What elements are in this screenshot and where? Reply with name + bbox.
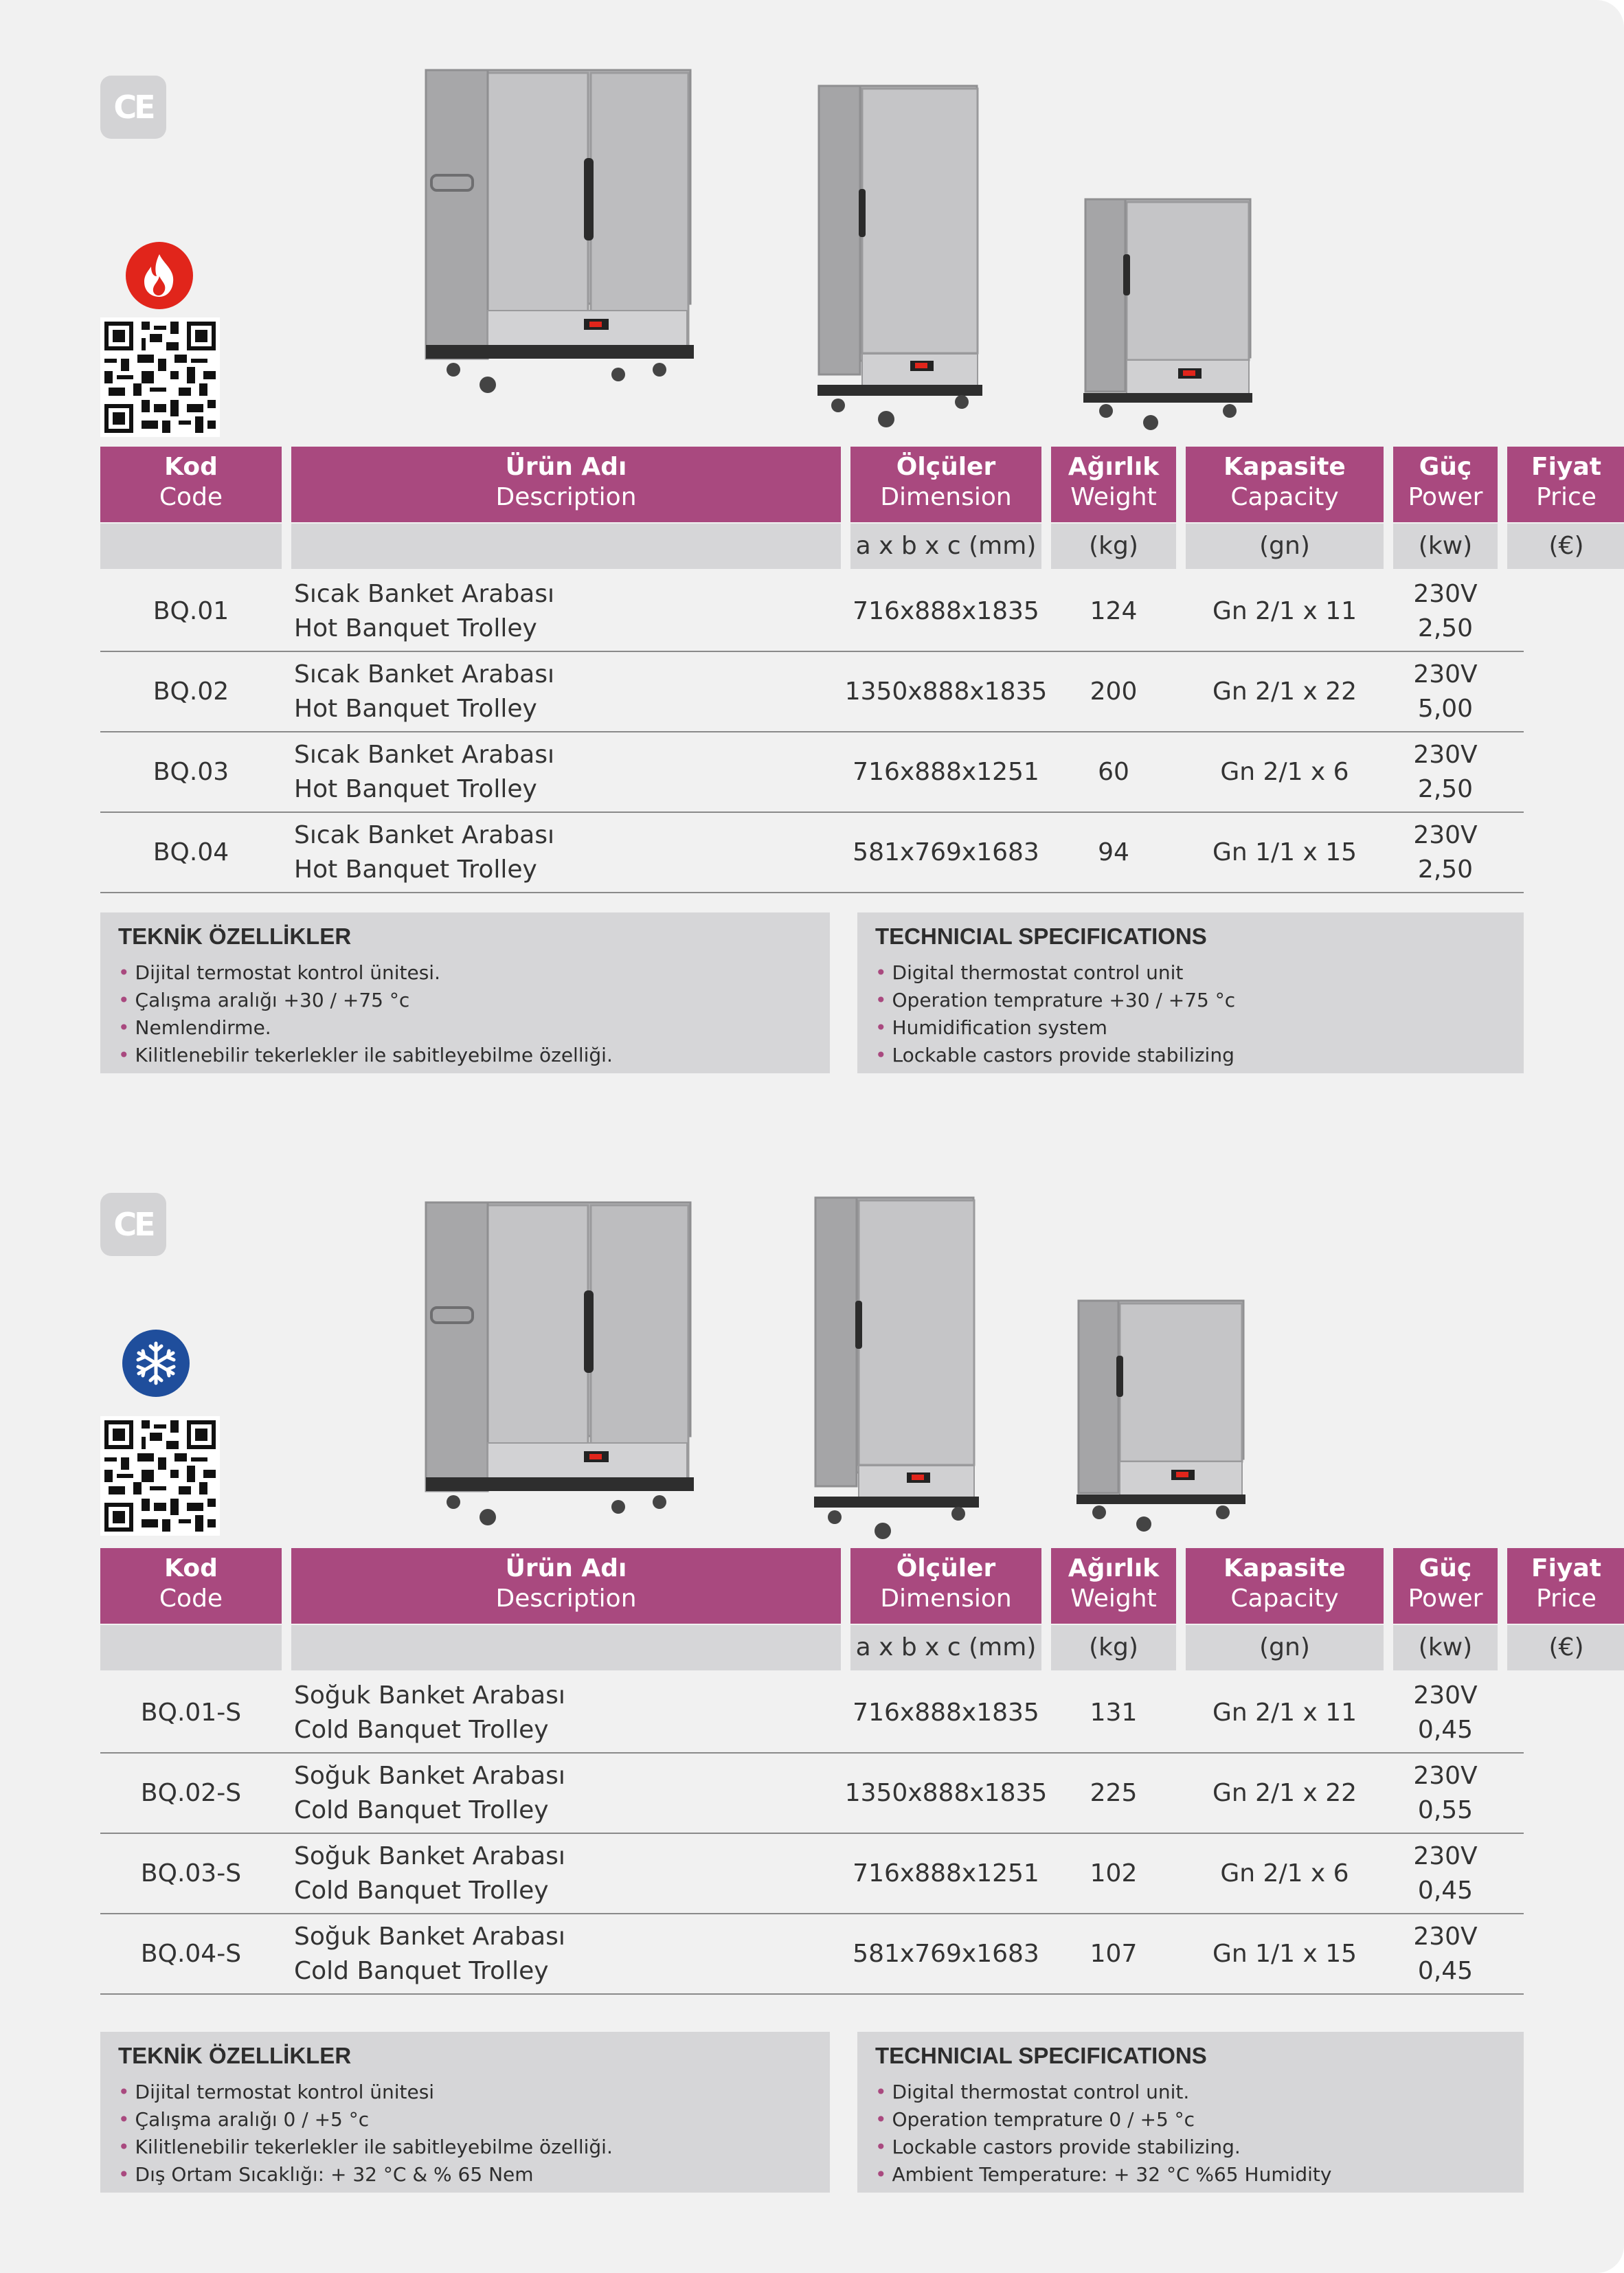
spec-item: • Ambient Temperature: + 32 °C %65 Humidity bbox=[875, 2163, 1332, 2186]
row-description: Sıcak Banket Arabası Hot Banquet Trolley bbox=[294, 740, 555, 803]
spec-item: • Çalışma aralığı +30 / +75 °c bbox=[118, 989, 410, 1011]
header-weight: Ağırlık Weight bbox=[1051, 447, 1176, 522]
row-weight: 200 bbox=[1090, 677, 1138, 706]
row-dimension: 581x769x1683 bbox=[853, 1939, 1039, 1968]
unit-weight: (kg) bbox=[1051, 1625, 1176, 1670]
single-door-trolley-image bbox=[807, 1191, 993, 1548]
ce-mark-icon: CE bbox=[100, 1193, 166, 1256]
row-capacity: Gn 2/1 x 11 bbox=[1212, 1698, 1357, 1727]
double-door-trolley-image bbox=[412, 1194, 701, 1531]
row-description: Soğuk Banket Arabası Cold Banquet Trolley bbox=[294, 1922, 565, 1985]
spec-item: • Digital thermostat control unit bbox=[875, 961, 1184, 984]
spec-item: • Kilitlenebilir tekerlekler ile sabitleyebilme özelliği. bbox=[118, 1044, 613, 1066]
header-power: Güç Power bbox=[1393, 1548, 1498, 1624]
ce-mark-icon: CE bbox=[100, 76, 166, 139]
row-price bbox=[1507, 1673, 1624, 1752]
row-dimension: 716x888x1251 bbox=[853, 1859, 1039, 1888]
row-power: 230V 0,45 bbox=[1413, 1681, 1478, 1744]
row-power: 230V 2,50 bbox=[1413, 579, 1478, 642]
qr-code[interactable] bbox=[100, 1416, 220, 1536]
row-capacity: Gn 1/1 x 15 bbox=[1212, 1939, 1357, 1968]
header-capacity: Kapasite Capacity bbox=[1186, 1548, 1384, 1624]
row-price bbox=[1507, 813, 1624, 892]
row-description: Soğuk Banket Arabası Cold Banquet Trolley bbox=[294, 1841, 565, 1905]
qr-code[interactable] bbox=[100, 317, 220, 437]
row-power: 230V 2,50 bbox=[1413, 820, 1478, 884]
header-code: Kod Code bbox=[100, 1548, 282, 1624]
unit-price: (€) bbox=[1507, 524, 1624, 569]
row-code: BQ.04-S bbox=[140, 1939, 242, 1968]
row-weight: 107 bbox=[1090, 1939, 1138, 1968]
table-row bbox=[100, 1914, 1524, 1995]
header-dimension: Ölçüler Dimension bbox=[850, 447, 1041, 522]
unit-dimension: a x b x c (mm) bbox=[850, 524, 1041, 569]
row-dimension: 716x888x1251 bbox=[853, 757, 1039, 786]
row-code: BQ.03-S bbox=[140, 1859, 242, 1888]
tech-spec-tr bbox=[100, 912, 830, 1073]
row-description: Soğuk Banket Arabası Cold Banquet Trolley bbox=[294, 1761, 565, 1824]
row-price bbox=[1507, 1754, 1624, 1833]
row-capacity: Gn 2/1 x 6 bbox=[1220, 757, 1349, 786]
row-capacity: Gn 2/1 x 22 bbox=[1212, 1778, 1357, 1807]
spec-item: • Dijital termostat kontrol ünitesi bbox=[118, 2081, 435, 2103]
row-power: 230V 0,45 bbox=[1413, 1922, 1478, 1985]
row-power: 230V 0,45 bbox=[1413, 1841, 1478, 1905]
row-weight: 94 bbox=[1098, 838, 1129, 866]
spec-item: • Lockable castors provide stabilizing. bbox=[875, 2136, 1241, 2158]
header-price: Fiyat Price bbox=[1507, 447, 1624, 522]
unit-dimension: a x b x c (mm) bbox=[850, 1625, 1041, 1670]
table-row bbox=[100, 1834, 1524, 1914]
row-price bbox=[1507, 652, 1624, 731]
spec-title: TEKNİK ÖZELLİKLER bbox=[118, 923, 352, 949]
tech-spec-en bbox=[857, 2032, 1524, 2193]
spec-item: • Nemlendirme. bbox=[118, 1016, 271, 1039]
row-dimension: 1350x888x1835 bbox=[844, 1778, 1048, 1807]
row-weight: 225 bbox=[1090, 1778, 1138, 1807]
row-power: 230V 2,50 bbox=[1413, 740, 1478, 803]
row-weight: 60 bbox=[1098, 757, 1129, 786]
table-row bbox=[100, 572, 1524, 652]
row-dimension: 581x769x1683 bbox=[853, 838, 1039, 866]
spec-item: • Dış Ortam Sıcaklığı: + 32 °C & % 65 Nem bbox=[118, 2163, 534, 2186]
row-description: Sıcak Banket Arabası Hot Banquet Trolley bbox=[294, 820, 555, 884]
table-row bbox=[100, 732, 1524, 813]
row-weight: 131 bbox=[1090, 1698, 1138, 1727]
row-power: 230V 5,00 bbox=[1413, 660, 1478, 723]
row-capacity: Gn 2/1 x 11 bbox=[1212, 596, 1357, 625]
row-capacity: Gn 2/1 x 6 bbox=[1220, 1859, 1349, 1888]
unit-capacity: (gn) bbox=[1186, 524, 1384, 569]
unit-code bbox=[100, 1625, 282, 1670]
spec-title: TEKNİK ÖZELLİKLER bbox=[118, 2043, 352, 2068]
row-capacity: Gn 2/1 x 22 bbox=[1212, 677, 1357, 706]
header-price: Fiyat Price bbox=[1507, 1548, 1624, 1624]
header-power: Güç Power bbox=[1393, 447, 1498, 522]
header-code: Kod Code bbox=[100, 447, 282, 522]
row-description: Sıcak Banket Arabası Hot Banquet Trolley bbox=[294, 579, 555, 642]
row-weight: 124 bbox=[1090, 596, 1138, 625]
tech-spec-tr bbox=[100, 2032, 830, 2193]
snowflake-icon bbox=[122, 1330, 190, 1397]
table-row bbox=[100, 1673, 1524, 1754]
header-description: Ürün Adı Description bbox=[291, 1548, 841, 1624]
row-dimension: 716x888x1835 bbox=[853, 596, 1039, 625]
row-code: BQ.02-S bbox=[140, 1778, 242, 1807]
row-price bbox=[1507, 1834, 1624, 1913]
spec-item: • Digital thermostat control unit. bbox=[875, 2081, 1190, 2103]
table-row bbox=[100, 652, 1524, 732]
spec-title: TECHNICIAL SPECIFICATIONS bbox=[875, 923, 1207, 949]
row-code: BQ.01-S bbox=[140, 1698, 242, 1727]
tech-spec-en bbox=[857, 912, 1524, 1073]
compact-trolley-image bbox=[1075, 192, 1261, 433]
single-door-trolley-image bbox=[811, 79, 996, 436]
unit-description bbox=[291, 1625, 841, 1670]
spec-item: • Humidification system bbox=[875, 1016, 1107, 1039]
table-row bbox=[100, 1754, 1524, 1834]
header-dimension: Ölçüler Dimension bbox=[850, 1548, 1041, 1624]
unit-code bbox=[100, 524, 282, 569]
flame-icon bbox=[126, 242, 193, 309]
row-capacity: Gn 1/1 x 15 bbox=[1212, 838, 1357, 866]
row-description: Sıcak Banket Arabası Hot Banquet Trolley bbox=[294, 660, 555, 723]
spec-title: TECHNICIAL SPECIFICATIONS bbox=[875, 2043, 1207, 2068]
unit-power: (kw) bbox=[1393, 1625, 1498, 1670]
row-price bbox=[1507, 1914, 1624, 1993]
compact-trolley-image bbox=[1068, 1294, 1254, 1534]
header-weight: Ağırlık Weight bbox=[1051, 1548, 1176, 1624]
row-power: 230V 0,55 bbox=[1413, 1761, 1478, 1824]
row-weight: 102 bbox=[1090, 1859, 1138, 1888]
double-door-trolley-image bbox=[412, 62, 701, 399]
header-capacity: Kapasite Capacity bbox=[1186, 447, 1384, 522]
unit-price: (€) bbox=[1507, 1625, 1624, 1670]
header-description: Ürün Adı Description bbox=[291, 447, 841, 522]
unit-weight: (kg) bbox=[1051, 524, 1176, 569]
row-price bbox=[1507, 572, 1624, 651]
unit-power: (kw) bbox=[1393, 524, 1498, 569]
row-dimension: 1350x888x1835 bbox=[844, 677, 1048, 706]
row-description: Soğuk Banket Arabası Cold Banquet Trolley bbox=[294, 1681, 565, 1744]
row-code: BQ.04 bbox=[153, 838, 229, 866]
unit-capacity: (gn) bbox=[1186, 1625, 1384, 1670]
spec-item: • Operation temprature 0 / +5 °c bbox=[875, 2108, 1195, 2131]
table-row bbox=[100, 813, 1524, 893]
spec-item: • Operation temprature +30 / +75 °c bbox=[875, 989, 1236, 1011]
row-price bbox=[1507, 732, 1624, 811]
row-dimension: 716x888x1835 bbox=[853, 1698, 1039, 1727]
unit-description bbox=[291, 524, 841, 569]
spec-item: • Dijital termostat kontrol ünitesi. bbox=[118, 961, 440, 984]
spec-item: • Kilitlenebilir tekerlekler ile sabitleyebilme özelliği. bbox=[118, 2136, 613, 2158]
row-code: BQ.03 bbox=[153, 757, 229, 786]
spec-item: • Çalışma aralığı 0 / +5 °c bbox=[118, 2108, 370, 2131]
spec-item: • Lockable castors provide stabilizing bbox=[875, 1044, 1234, 1066]
row-code: BQ.02 bbox=[153, 677, 229, 706]
row-code: BQ.01 bbox=[153, 596, 229, 625]
